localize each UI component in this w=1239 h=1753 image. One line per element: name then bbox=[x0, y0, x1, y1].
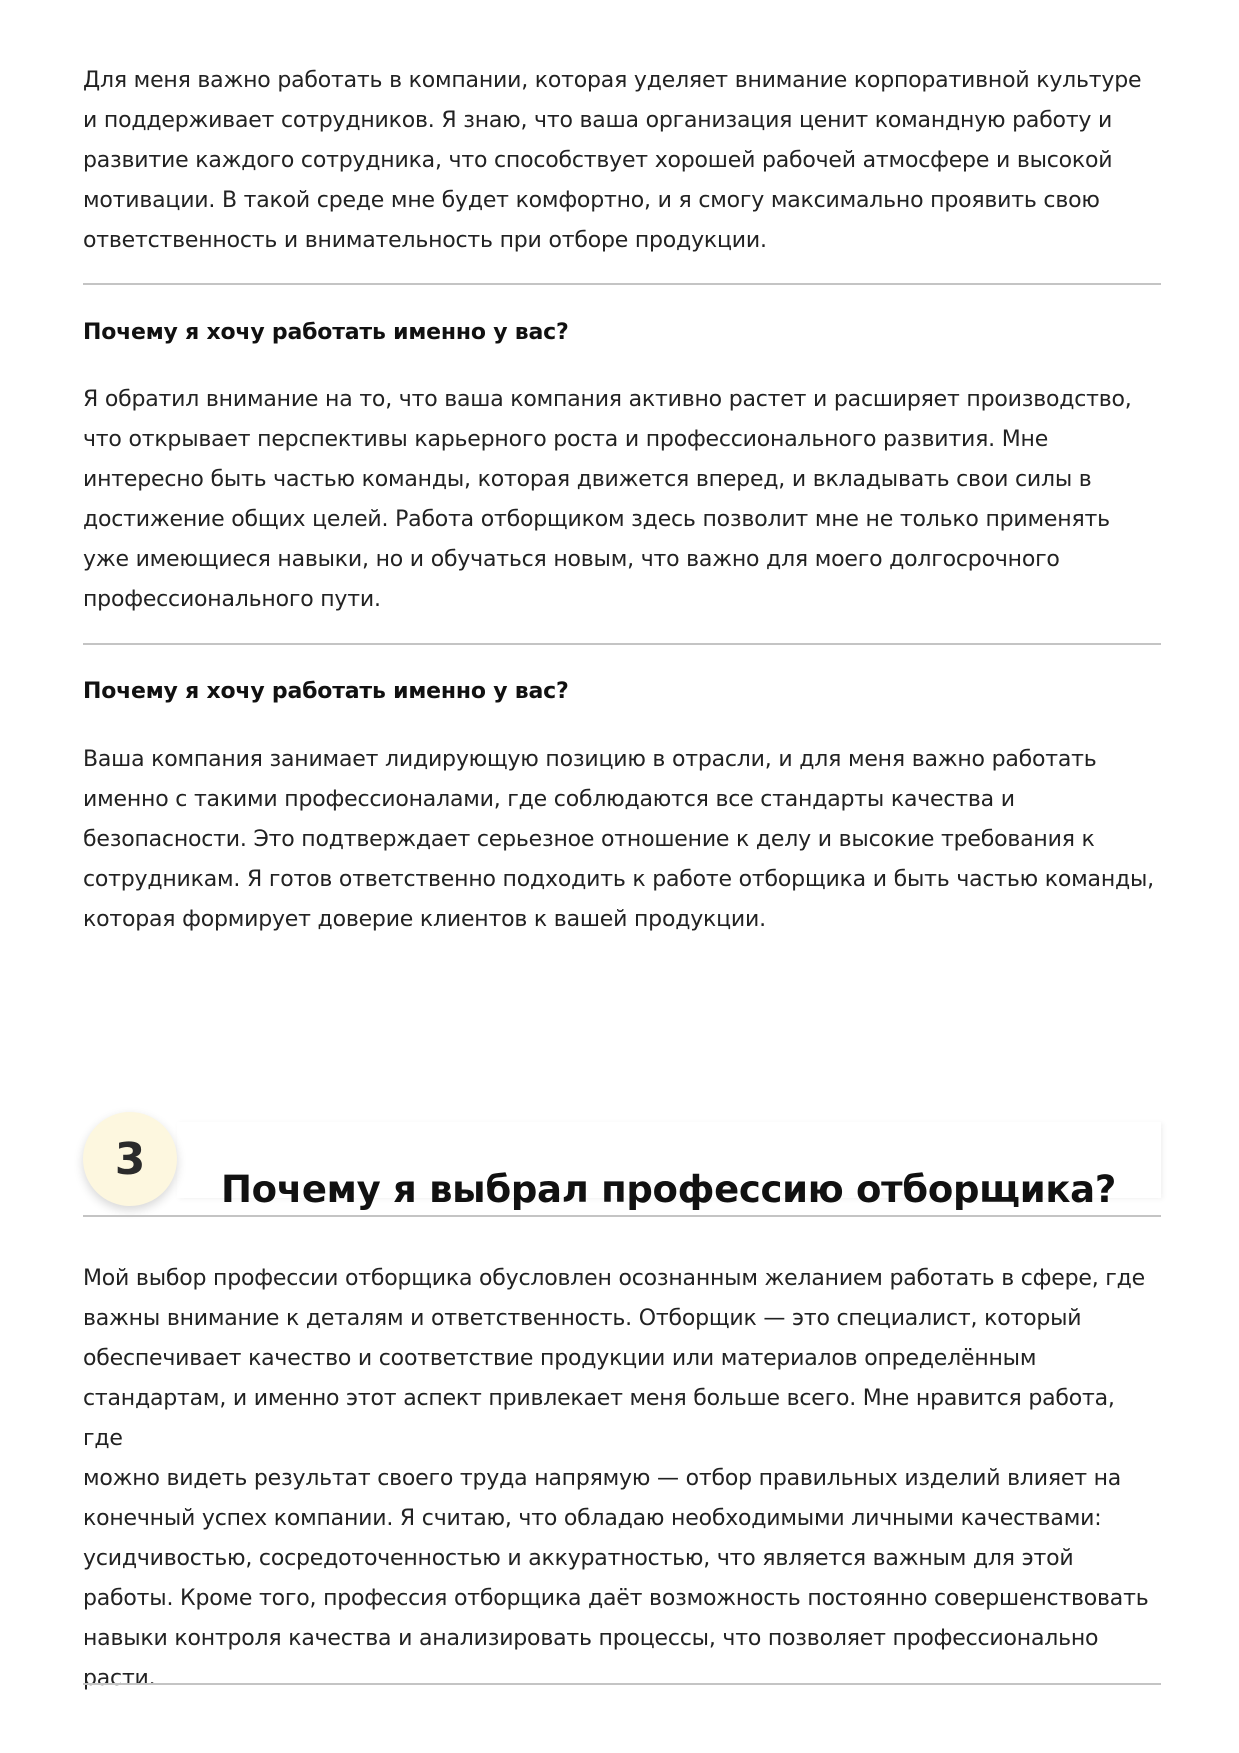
intro-paragraph bbox=[83, 61, 1161, 261]
text-line: именно с такими профессионалами, где соблюдаются все стандарты качества и bbox=[83, 787, 1015, 812]
text-line: Мой выбор профессии отборщика обусловлен осознанным желанием работать в сфере, где bbox=[83, 1266, 1145, 1291]
section-title: Почему я выбрал профессию отборщика? bbox=[221, 1167, 1116, 1211]
text-line: профессионального пути. bbox=[83, 587, 381, 612]
text-line: усидчивостью, сосредоточенностью и аккуратностью, что является важным для этой bbox=[83, 1546, 1074, 1571]
text-line: Ваша компания занимает лидирующую позицию в отрасли, и для меня важно работать bbox=[83, 747, 1097, 772]
text-line: навыки контроля качества и анализировать процессы, что позволяет профессионально bbox=[83, 1626, 1099, 1651]
text-line: обеспечивает качество и соответствие продукции или материалов определённым bbox=[83, 1346, 1037, 1371]
text-line: ответственность и внимательность при отборе продукции. bbox=[83, 228, 767, 253]
text-line: важны внимание к деталям и ответственность. Отборщик — это специалист, который bbox=[83, 1306, 1082, 1331]
answer-paragraph bbox=[83, 380, 1161, 620]
section-header bbox=[83, 1112, 1161, 1216]
text-line: и поддерживает сотрудников. Я знаю, что ваша организация ценит командную работу и bbox=[83, 108, 1113, 133]
text-line: безопасности. Это подтверждает серьезное отношение к делу и высокие требования к bbox=[83, 827, 1095, 852]
text-line: что открывает перспективы карьерного роста и профессионального развития. Мне bbox=[83, 427, 1049, 452]
text-line: развитие каждого сотрудника, что способствует хорошей рабочей атмосфере и высокой bbox=[83, 148, 1113, 173]
text-line: работы. Кроме того, профессия отборщика даёт возможность постоянно совершенствовать bbox=[83, 1586, 1149, 1611]
answer-paragraph bbox=[83, 740, 1161, 940]
text-line: интересно быть частью команды, которая движется вперед, и вкладывать свои силы в bbox=[83, 467, 1092, 492]
text-line: можно видеть результат своего труда напрямую — отбор правильных изделий влияет на bbox=[83, 1466, 1122, 1491]
text-line: достижение общих целей. Работа отборщиком здесь позволит мне не только применять bbox=[83, 507, 1110, 532]
section-number-badge: 3 bbox=[83, 1112, 177, 1206]
divider bbox=[83, 283, 1161, 285]
question-heading: Почему я хочу работать именно у вас? bbox=[83, 679, 569, 704]
divider bbox=[83, 1683, 1161, 1685]
text-line: стандартам, и именно этот аспект привлекает меня больше всего. Мне нравится работа, где bbox=[83, 1386, 1115, 1451]
section-paragraph bbox=[83, 1259, 1161, 1699]
question-heading: Почему я хочу работать именно у вас? bbox=[83, 320, 569, 345]
text-line: которая формирует доверие клиентов к вашей продукции. bbox=[83, 907, 766, 932]
text-line: конечный успех компании. Я считаю, что обладаю необходимыми личными качествами: bbox=[83, 1506, 1102, 1531]
text-line: сотрудникам. Я готов ответственно подходить к работе отборщика и быть частью команды, bbox=[83, 867, 1154, 892]
text-line: уже имеющиеся навыки, но и обучаться новым, что важно для моего долгосрочного bbox=[83, 547, 1060, 572]
text-line: мотивации. В такой среде мне будет комфортно, и я смогу максимально проявить свою bbox=[83, 188, 1100, 213]
text-line: Я обратил внимание на то, что ваша компания активно растет и расширяет производство, bbox=[83, 387, 1132, 412]
text-line: Для меня важно работать в компании, которая уделяет внимание корпоративной культуре bbox=[83, 68, 1142, 93]
divider bbox=[83, 643, 1161, 645]
text-line: расти. bbox=[83, 1666, 156, 1691]
divider bbox=[83, 1215, 1161, 1217]
